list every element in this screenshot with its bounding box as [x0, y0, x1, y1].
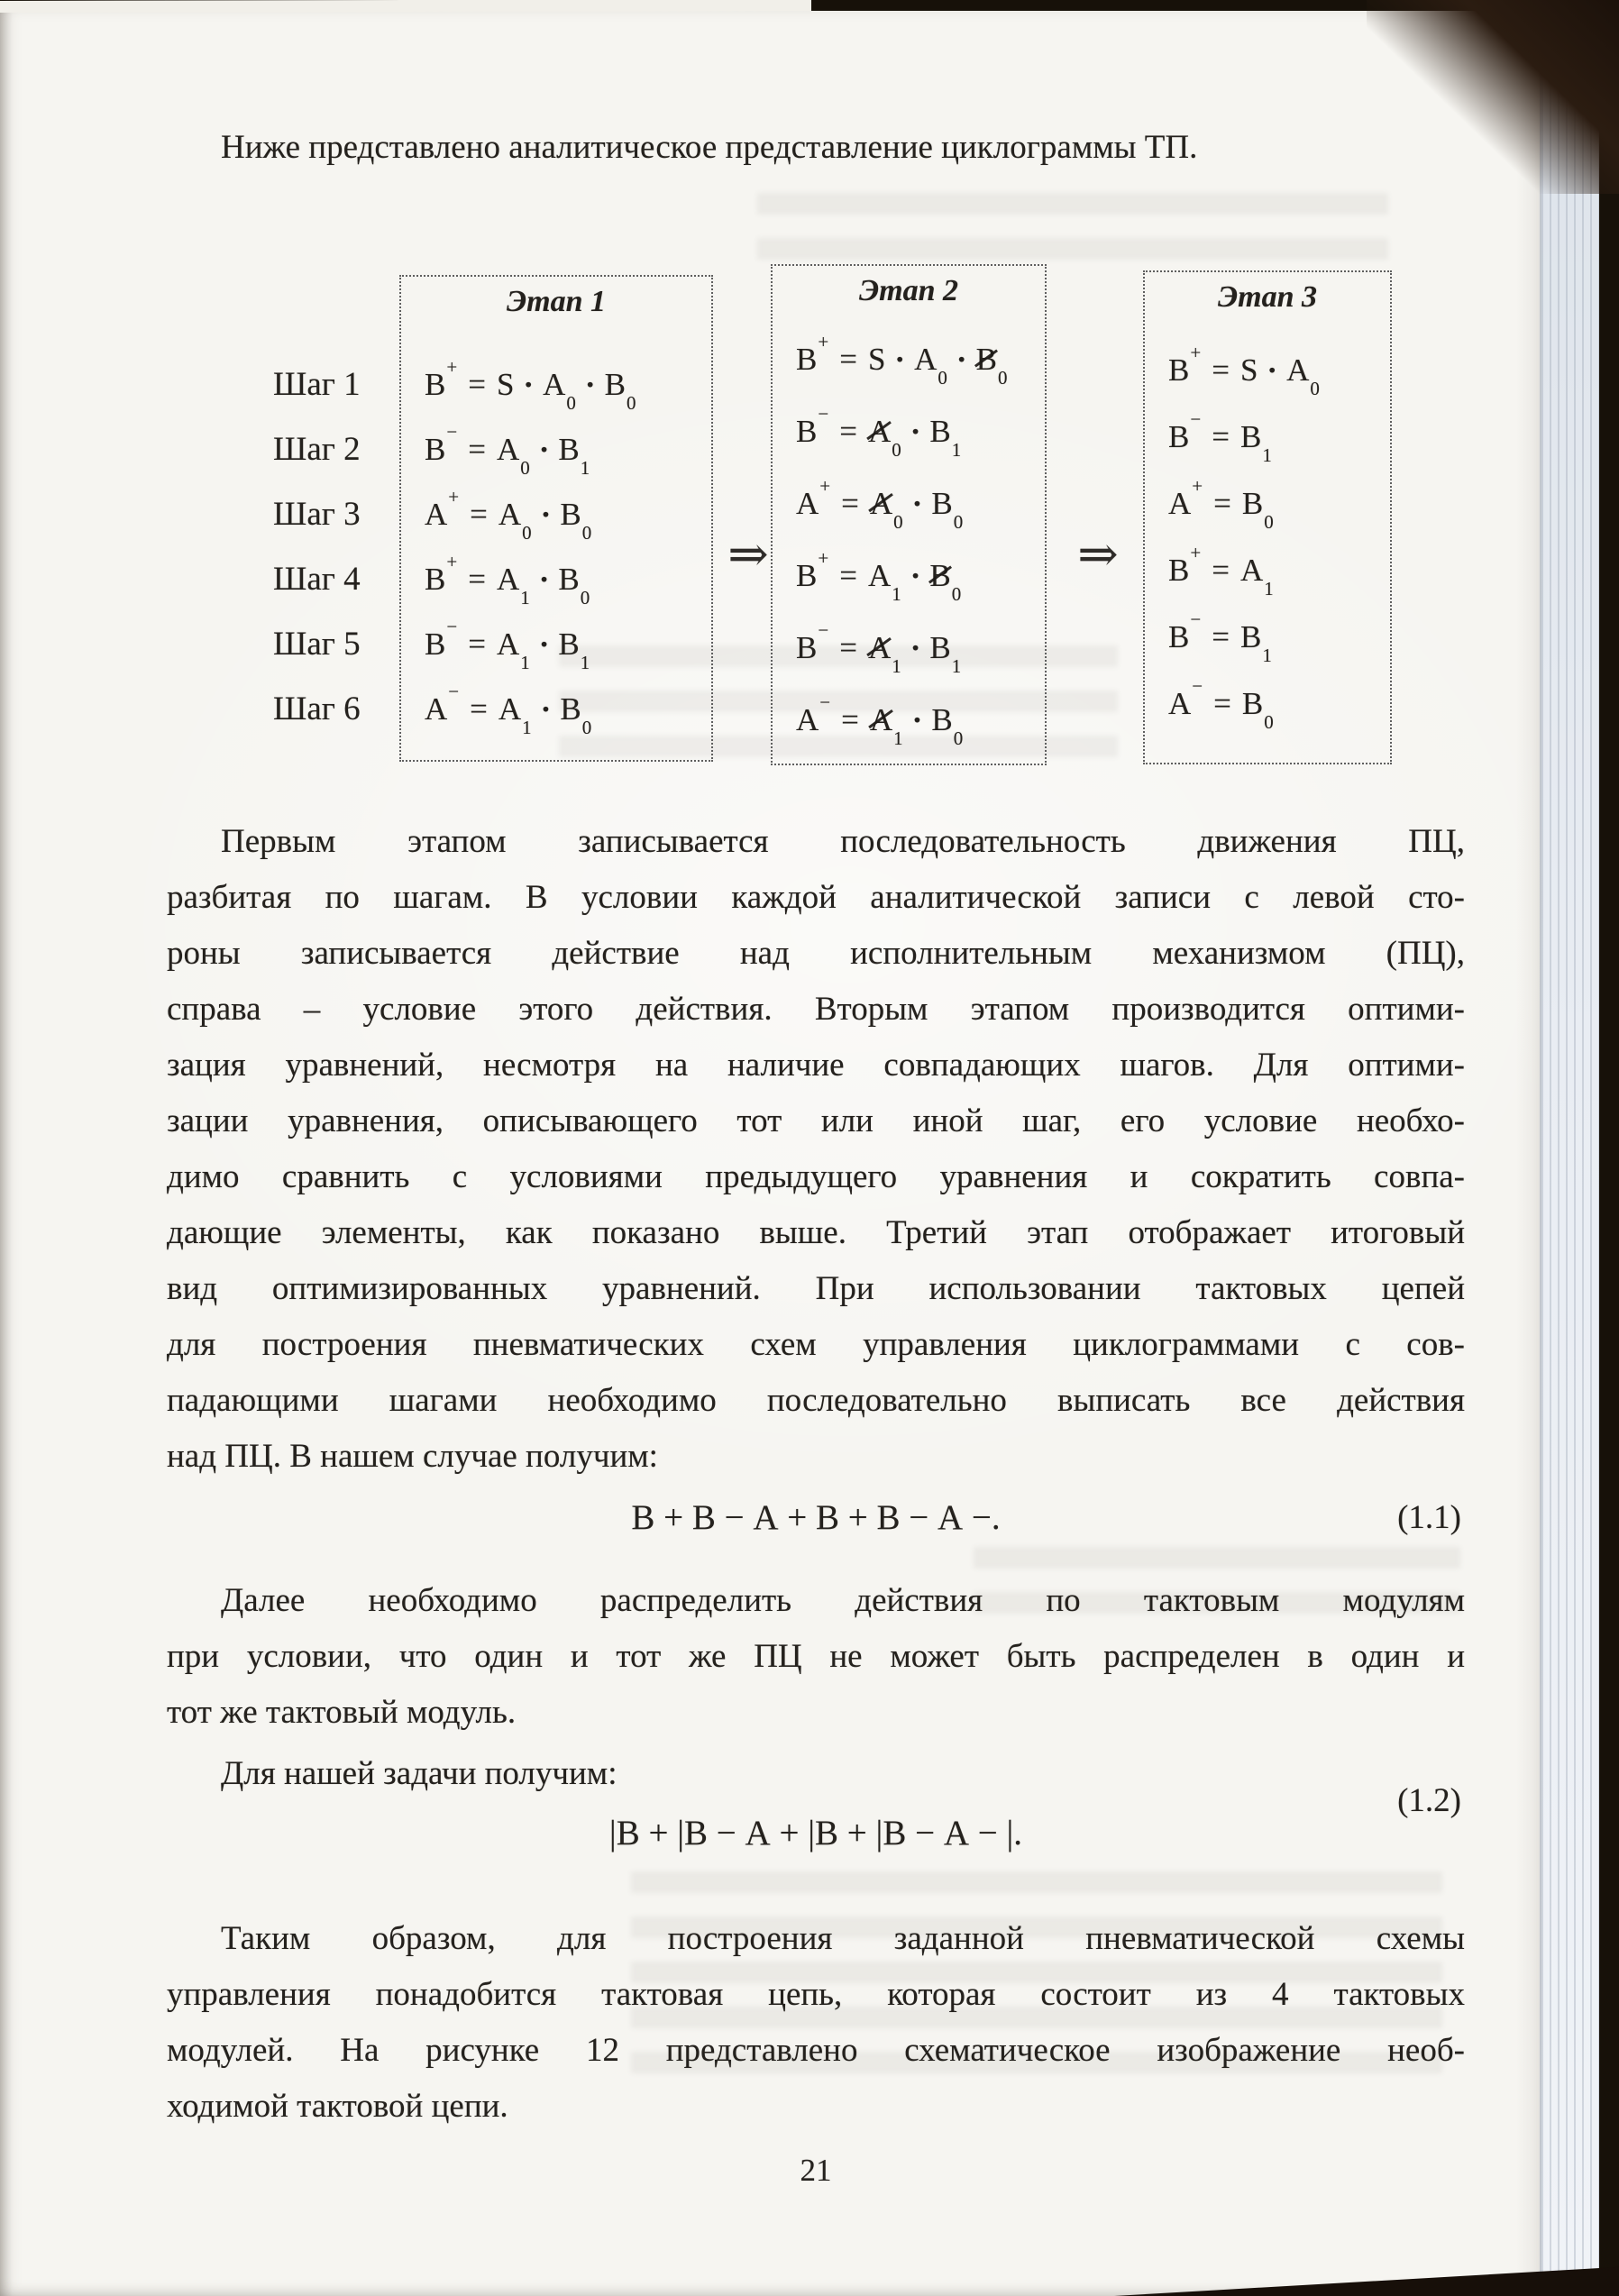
stage-equations [401, 324, 711, 742]
equation: $B^+= S \cdot A_0\cdot B_0$ [796, 324, 1045, 396]
stage-equations [773, 313, 1045, 756]
equation: $A^-= B_0$ [1168, 674, 1274, 733]
paragraph-line: тот же тактовый модуль. [167, 1694, 517, 1731]
stage-box-3 [1143, 270, 1392, 764]
equation: $B^-= B_1$ [1168, 407, 1272, 466]
equation-body: В + В − А + В + В − А −. [631, 1498, 1001, 1537]
page-number: 21 [800, 2153, 832, 2188]
step-label: Шаг 3 [273, 496, 361, 533]
stage-title: Этап 2 [859, 274, 958, 307]
step-label: Шаг 1 [273, 366, 361, 403]
equation: $B^+= S \cdot A_0\cdot B_0$ [425, 355, 636, 414]
paragraph-line: зации уравнения, описывающего тот или иной шаг, его условие необхо- [167, 1102, 1465, 1139]
stage-title: Этап 3 [1218, 280, 1317, 314]
paragraph-4 [167, 1911, 1465, 2135]
paragraph-line: Таким образом, для построения заданной пневматической схемы [221, 1920, 1465, 1957]
implication-arrow-icon: ⇒ [1077, 527, 1119, 581]
paragraph-line: над ПЦ. В нашем случае получим: [167, 1438, 658, 1475]
paragraph-line: для построения пневматических схем управления циклограммами с сов- [167, 1326, 1465, 1363]
paragraph-line: разбитая по шагам. В условии каждой аналитической записи с левой сто- [167, 879, 1465, 916]
equation-number: (1.2) [1397, 1782, 1461, 1819]
equation: $B^+= A_1\cdot B_0$ [425, 550, 590, 608]
display-equation-1-1 [167, 1489, 1465, 1547]
equation: $B^+= A_1$ [1168, 541, 1274, 599]
paragraph-line: модулей. На рисунке 12 представлено схематическое изображение необ- [167, 2032, 1465, 2069]
paragraph-line: падающими шагами необходимо последовательно выписать все действия [167, 1382, 1465, 1419]
paragraph-line: роны записывается действие над исполнительным механизмом (ПЦ), [167, 935, 1465, 972]
equation: $A^+= A_0\cdot B_0$ [425, 485, 592, 544]
paragraph-line: Далее необходимо распределить действия по тактовым модулям [221, 1582, 1465, 1619]
paragraph-line: управления понадобится тактовая цепь, которая состоит из 4 тактовых [167, 1976, 1465, 2013]
intro-line: Ниже представлено аналитическое представление циклограммы ТП. [221, 129, 1198, 166]
stage-box-2 [771, 264, 1047, 765]
equation: $B^+= A_1\cdot B_0$ [796, 540, 1045, 612]
paragraph-line: ходимой тактовой цепи. [167, 2088, 508, 2125]
step-label: Шаг 5 [273, 626, 361, 663]
step-label-column [273, 352, 395, 742]
equation: $B^-= B_1$ [1168, 608, 1272, 666]
display-equation-1-2 [167, 1782, 1465, 1862]
equation: $A^+= A_0\cdot B_0$ [796, 468, 1045, 540]
paragraph-3 [167, 1746, 1465, 1802]
equation: $B^-= A_0\cdot B_1$ [796, 396, 1045, 468]
equation-body: |В + |В − А + |В + |В − А − |. [608, 1814, 1023, 1852]
equation: $A^+= B_0$ [1168, 474, 1274, 533]
stage-box-1 [399, 275, 713, 762]
step-label: Шаг 6 [273, 691, 361, 727]
stage-title: Этап 1 [507, 285, 606, 318]
paragraph-line: димо сравнить с условиями предыдущего уравнения и сократить совпа- [167, 1158, 1465, 1195]
step-label: Шаг 2 [273, 431, 361, 468]
paragraph-line: при условии, что один и тот же ПЦ не может быть распределен в один и [167, 1638, 1465, 1675]
paragraph-line: дающие элементы, как показано выше. Третий этап отображает итоговый [167, 1214, 1465, 1251]
implication-arrow-icon: ⇒ [727, 527, 769, 581]
equation-number: (1.1) [1397, 1499, 1461, 1536]
stage-equations [1145, 319, 1390, 737]
paragraph-line: Для нашей задачи получим: [221, 1755, 617, 1792]
step-label: Шаг 4 [273, 561, 361, 598]
equation: $A^-= A_1\cdot B_0$ [796, 684, 1045, 756]
paragraph-line: Первым этапом записывается последовательность движения ПЦ, [221, 823, 1465, 860]
equation: $B^-= A_1\cdot B_1$ [796, 612, 1045, 684]
equation: $B^+= S \cdot A_0$ [1168, 341, 1320, 399]
paragraph-line: справа – условие этого действия. Вторым этапом производится оптими- [167, 991, 1465, 1028]
paragraph-1 [167, 814, 1465, 1485]
paragraph-line: вид оптимизированных уравнений. При использовании тактовых цепей [167, 1270, 1465, 1307]
equation: $A^-= A_1\cdot B_0$ [425, 680, 592, 738]
paragraph-line: зация уравнений, несмотря на наличие совпадающих шагов. Для оптими- [167, 1047, 1465, 1084]
equation: $B^-= A_0\cdot B_1$ [425, 420, 590, 479]
paragraph-2 [167, 1573, 1465, 1741]
equation: $B^-= A_1\cdot B_1$ [425, 615, 590, 673]
